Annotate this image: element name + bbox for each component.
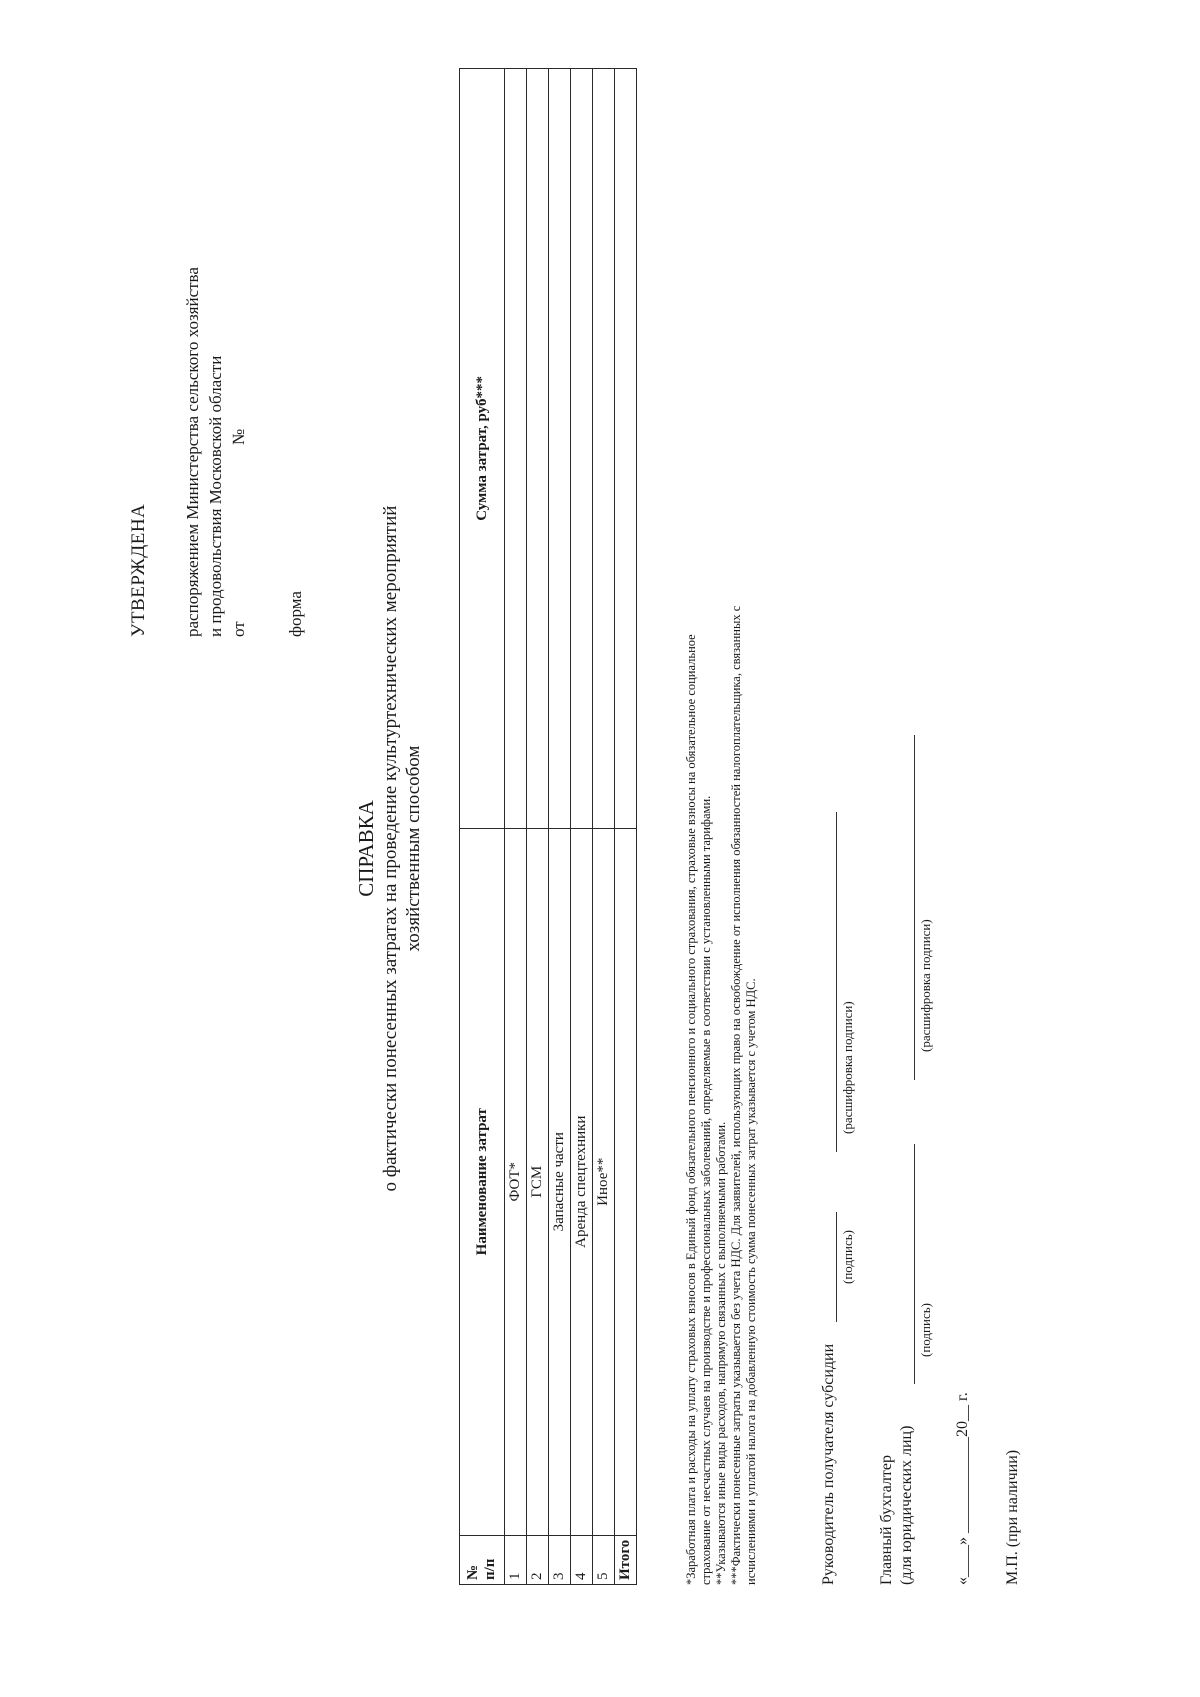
document-subtitle-line-2: хозяйственным способом xyxy=(403,745,424,952)
row-name: ГСМ xyxy=(527,828,549,1535)
approval-from-label: от xyxy=(229,621,248,637)
header-number-line-1: № xyxy=(465,1564,481,1580)
row-name: Аренда спецтехники xyxy=(571,828,593,1535)
head-decode-caption: (расшифровка подписи) xyxy=(840,1001,855,1134)
table-row xyxy=(593,69,615,1585)
footnote-3-line-2: исчислениями и уплатой налога на добавленную стоимость сумма понесенных затрат указывается с учетом НДС. xyxy=(744,978,758,1585)
row-sum xyxy=(593,69,615,829)
date-line: «____» ____________20__ г. xyxy=(954,1392,971,1585)
header-sum: Сумма затрат, руб*** xyxy=(460,69,505,829)
table-row xyxy=(549,69,571,1585)
row-sum xyxy=(571,69,593,829)
row-name: Иное** xyxy=(593,828,615,1535)
form-label: форма xyxy=(286,591,305,637)
footnote-2: **Указываются иные виды расходов, напрямую связанных с выполняемыми работами. xyxy=(714,1121,728,1585)
table-row xyxy=(571,69,593,1585)
accountant-signature-caption: (подпись) xyxy=(918,1303,933,1357)
table-row xyxy=(505,69,527,1585)
accountant-sublabel: (для юридических лиц) xyxy=(898,1425,915,1585)
head-decode-line xyxy=(836,812,837,1152)
table-total-row xyxy=(615,69,637,1585)
stamp-label: М.П. (при наличии) xyxy=(1004,1449,1021,1585)
row-number: 3 xyxy=(549,1535,571,1584)
total-label: Итого xyxy=(615,1535,637,1584)
row-name: Запасные части xyxy=(549,828,571,1535)
accountant-decode-caption: (расшифровка подписи) xyxy=(918,919,933,1052)
row-number: 4 xyxy=(571,1535,593,1584)
footnote-3-line-1: ***Фактически понесенные затраты указывается без учета НДС. Для заявителей, использующих право на освобождение от исполнения обязанностей налогоплательщика, связанных с xyxy=(729,605,743,1585)
table-row xyxy=(527,69,549,1585)
approval-line-2: и продовольствия Московской области xyxy=(206,355,225,637)
row-sum xyxy=(527,69,549,829)
header-number xyxy=(460,1535,505,1584)
row-number: 2 xyxy=(527,1535,549,1584)
document-title: СПРАВКА xyxy=(354,800,378,897)
document-subtitle-line-1: о фактически понесенных затратах на проведение культуртехнических мероприятий xyxy=(380,505,401,1192)
table-header-row xyxy=(460,69,505,1585)
head-signature-caption: (подпись) xyxy=(840,1230,855,1284)
head-signature-label: Руководитель получателя субсидии xyxy=(820,1343,837,1585)
row-sum xyxy=(549,69,571,829)
header-number-line-2: п/п xyxy=(482,1558,498,1580)
total-name-cell xyxy=(615,828,637,1535)
footnote-1-line-1: *Заработная плата и расходы на уплату страховых взносов в Единый фонд обязательного пенсионного и социального страхования, страховые взносы на обязательное социальное xyxy=(684,634,698,1585)
approval-line-1: распоряжением Министерства сельского хозяйства xyxy=(183,267,202,637)
approval-number-label: № xyxy=(229,428,248,445)
footnote-1-line-2: страхование от несчастных случаев на производстве и профессиональных заболеваний, определяемые в соответствии с установленными тарифами. xyxy=(699,795,713,1585)
header-name: Наименование затрат xyxy=(460,828,505,1535)
row-sum xyxy=(505,69,527,829)
total-sum xyxy=(615,69,637,829)
accountant-signature-line xyxy=(914,1144,915,1384)
accountant-decode-line xyxy=(914,735,915,1080)
row-name: ФОТ* xyxy=(505,828,527,1535)
row-number: 5 xyxy=(593,1535,615,1584)
head-signature-line xyxy=(836,1212,837,1322)
row-number: 1 xyxy=(505,1535,527,1584)
approval-title: УТВЕРЖДЕНА xyxy=(128,503,149,637)
accountant-label: Главный бухгалтер xyxy=(878,1455,895,1585)
expense-table xyxy=(459,68,637,1585)
